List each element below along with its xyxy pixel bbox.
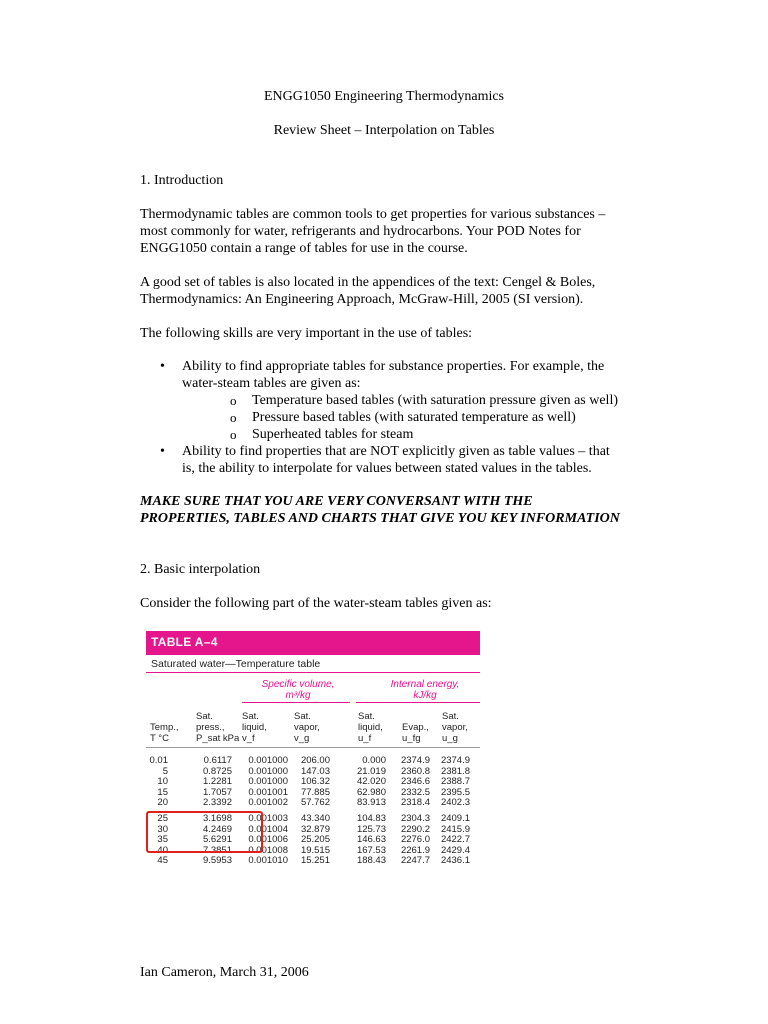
col-header-text: liquid, (358, 722, 383, 733)
sub-item-1-marker: o (230, 393, 237, 408)
table-cell: 20 (157, 797, 168, 809)
table-cell: 167.53 (356, 844, 386, 856)
table-cell: 206.00 (300, 755, 330, 766)
group-rule-volume (242, 702, 350, 703)
table-cell: 0.001000 (248, 776, 288, 788)
table-cell: 0.8725 (202, 765, 232, 777)
table-cell: 0.6117 (203, 755, 232, 766)
header-rule (146, 747, 480, 748)
col-header-text: vapor, (294, 722, 320, 733)
table-cell: 0.000 (362, 755, 386, 766)
table-cell: 2415.9 (440, 823, 470, 835)
table-cell: 10 (157, 776, 168, 788)
table-cell: 9.5953 (202, 855, 232, 867)
table-cell: 0.001006 (248, 834, 288, 846)
group-specific-volume (248, 679, 348, 701)
table-cell: 15.251 (300, 855, 330, 867)
col-header-pressure (196, 711, 239, 744)
table-cell: 3.1698 (202, 813, 232, 824)
table-cell: 2360.8 (400, 765, 430, 777)
bullet-2-marker: • (160, 444, 165, 459)
table-cell: 2332.5 (400, 786, 430, 798)
table-cell: 2402.3 (440, 797, 470, 809)
table-cell: 2346.6 (400, 776, 430, 788)
table-subtitle: Saturated water—Temperature table (151, 658, 321, 670)
intro-para-1-line-1: Thermodynamic tables are common tools to get properties for various substances – (140, 207, 606, 222)
table-cell: 21.019 (356, 765, 386, 777)
table-row (146, 755, 480, 765)
group-rule-energy (356, 702, 480, 703)
table-row (146, 855, 480, 865)
intro-para-1-line-2: most commonly for water, refrigerants and hydrocarbons. Your POD Notes for (140, 224, 581, 239)
table-cell: 30 (157, 823, 168, 835)
col-header-text: Sat. (294, 711, 311, 722)
table-cell: 2422.7 (440, 834, 470, 846)
table-cell: 2304.3 (400, 813, 430, 824)
intro-para-2-line-2: Thermodynamics: An Engineering Approach, McGraw-Hill, 2005 (SI version). (140, 292, 584, 307)
col-header-text: T °C (150, 733, 169, 744)
table-cell: 2395.5 (440, 786, 470, 798)
table-cell: 40 (157, 844, 168, 856)
col-header-text: Sat. (358, 711, 375, 722)
table-cell: 5.6291 (202, 834, 232, 846)
table-cell: 15 (157, 786, 168, 798)
footer-author-date: Ian Cameron, March 31, 2006 (140, 965, 309, 980)
table-cell: 2436.1 (440, 855, 470, 867)
table-cell: 125.73 (356, 823, 386, 835)
table-cell: 7.3851 (202, 844, 232, 856)
col-header-text: v_g (294, 733, 310, 744)
col-header-text: v_f (242, 733, 255, 744)
col-header-uf (358, 711, 383, 744)
table-cell: 62.980 (356, 786, 386, 798)
sheet-title: Review Sheet – Interpolation on Tables (273, 123, 495, 138)
table-cell: 43.340 (300, 813, 330, 824)
table-cell: 32.879 (300, 823, 330, 835)
bullet-2-line-2: is, the ability to interpolate for values between stated values in the tables. (182, 461, 592, 476)
table-rule (146, 672, 480, 673)
col-header-text: u_g (442, 733, 458, 744)
table-cell: 0.001003 (248, 813, 288, 824)
group-internal-energy-title: Internal energy, (390, 679, 460, 690)
table-row (146, 787, 480, 797)
table-row (146, 766, 480, 776)
group-internal-energy (372, 679, 478, 701)
col-header-temp (150, 711, 179, 744)
col-header-ufg (402, 711, 429, 744)
table-cell: 1.7057 (202, 786, 232, 798)
table-cell: 2276.0 (400, 834, 430, 846)
table-cell: 0.01 (149, 755, 168, 766)
sub-item-2: Pressure based tables (with saturated temperature as well) (252, 410, 576, 425)
table-header-bar (146, 631, 480, 655)
skills-intro: The following skills are very important in the use of tables: (140, 326, 473, 341)
col-header-text: u_f (358, 733, 372, 744)
sub-item-2-marker: o (230, 410, 237, 425)
section-2-intro: Consider the following part of the water-steam tables given as: (140, 596, 492, 611)
table-cell: 0.001004 (248, 823, 288, 835)
table-cell: 77.885 (300, 786, 330, 798)
intro-para-2-line-1: A good set of tables is also located in the appendices of the text: Cengel & Boles, (140, 275, 596, 290)
col-header-text: Sat. (442, 711, 459, 722)
table-cell: 4.2469 (202, 823, 232, 835)
table-cell: 2374.9 (440, 755, 470, 766)
table-cell: 104.83 (356, 813, 386, 824)
table-cell: 57.762 (300, 797, 330, 809)
table-cell: 25 (157, 813, 168, 824)
bullet-1-line-1: Ability to find appropriate tables for substance properties. For example, the (182, 359, 605, 374)
bullet-1-marker: • (160, 359, 165, 374)
col-header-ug (442, 711, 468, 744)
steam-table-figure (146, 631, 480, 886)
table-cell: 42.020 (356, 776, 386, 788)
course-title: ENGG1050 Engineering Thermodynamics (263, 89, 505, 104)
intro-para-1-line-3: ENGG1050 contain a range of tables for use in the course. (140, 241, 468, 256)
section-1-heading: 1. Introduction (140, 173, 224, 188)
sub-item-1: Temperature based tables (with saturation pressure given as well) (252, 393, 619, 408)
table-cell: 2247.7 (400, 855, 430, 867)
table-cell: 35 (157, 834, 168, 846)
table-cell: 106.32 (300, 776, 330, 788)
table-cell: 25.205 (300, 834, 330, 846)
table-cell: 0.001008 (248, 844, 288, 856)
table-cell: 188.43 (356, 855, 386, 867)
group-specific-volume-unit: m³/kg (285, 690, 311, 701)
table-cell: 0.001000 (248, 755, 288, 766)
col-header-text: Evap., (402, 722, 429, 733)
col-header-text: Sat. (242, 711, 259, 722)
group-specific-volume-title: Specific volume, (261, 679, 335, 690)
emphasis-line-2: PROPERTIES, TABLES AND CHARTS THAT GIVE YOU KEY INFORMATION (140, 511, 620, 526)
table-cell: 0.001002 (248, 797, 288, 809)
table-cell: 2409.1 (440, 813, 470, 824)
col-header-text: Sat. (196, 711, 213, 722)
table-cell: 19.515 (300, 844, 330, 856)
table-row (146, 776, 480, 786)
col-header-text: Temp., (150, 722, 179, 733)
table-cell: 2.3392 (202, 797, 232, 809)
col-header-text (150, 711, 179, 722)
table-label: TABLE A–4 (151, 635, 218, 649)
table-cell: 147.03 (300, 765, 330, 777)
table-cell: 2318.4 (400, 797, 430, 809)
table-cell: 0.001001 (248, 786, 288, 798)
table-cell: 146.63 (356, 834, 386, 846)
col-header-text (402, 711, 429, 722)
table-cell: 0.001000 (248, 765, 288, 777)
col-header-text: u_fg (402, 733, 421, 744)
table-row (146, 797, 480, 807)
sub-item-3: Superheated tables for steam (252, 427, 414, 442)
table-cell: 2290.2 (400, 823, 430, 835)
table-cell: 45 (157, 855, 168, 867)
group-internal-energy-unit: kJ/kg (413, 690, 437, 701)
col-header-text: P_sat kPa (196, 733, 240, 744)
table-cell: 0.001010 (248, 855, 288, 867)
table-cell: 2381.8 (440, 765, 470, 777)
bullet-1-line-2: water-steam tables are given as: (182, 376, 361, 391)
highlight-box-25-30 (146, 811, 263, 853)
table-cell: 2261.9 (400, 844, 430, 856)
bullet-2-line-1: Ability to find properties that are NOT explicitly given as table values – that (182, 444, 610, 459)
col-header-text: vapor, (442, 722, 468, 733)
col-header-vg (294, 711, 320, 744)
table-cell: 1.2281 (202, 776, 232, 788)
section-2-heading: 2. Basic interpolation (140, 562, 261, 577)
table-cell: 83.913 (356, 797, 386, 809)
table-cell: 5 (162, 765, 168, 777)
col-header-text: liquid, (242, 722, 267, 733)
table-cell: 2388.7 (440, 776, 470, 788)
col-header-vf (242, 711, 267, 744)
col-header-text: press., (196, 722, 225, 733)
table-cell: 2429.4 (440, 844, 470, 856)
emphasis-line-1: MAKE SURE THAT YOU ARE VERY CONVERSANT WITH THE (140, 494, 533, 509)
sub-item-3-marker: o (230, 427, 237, 442)
table-cell: 2374.9 (400, 755, 430, 766)
